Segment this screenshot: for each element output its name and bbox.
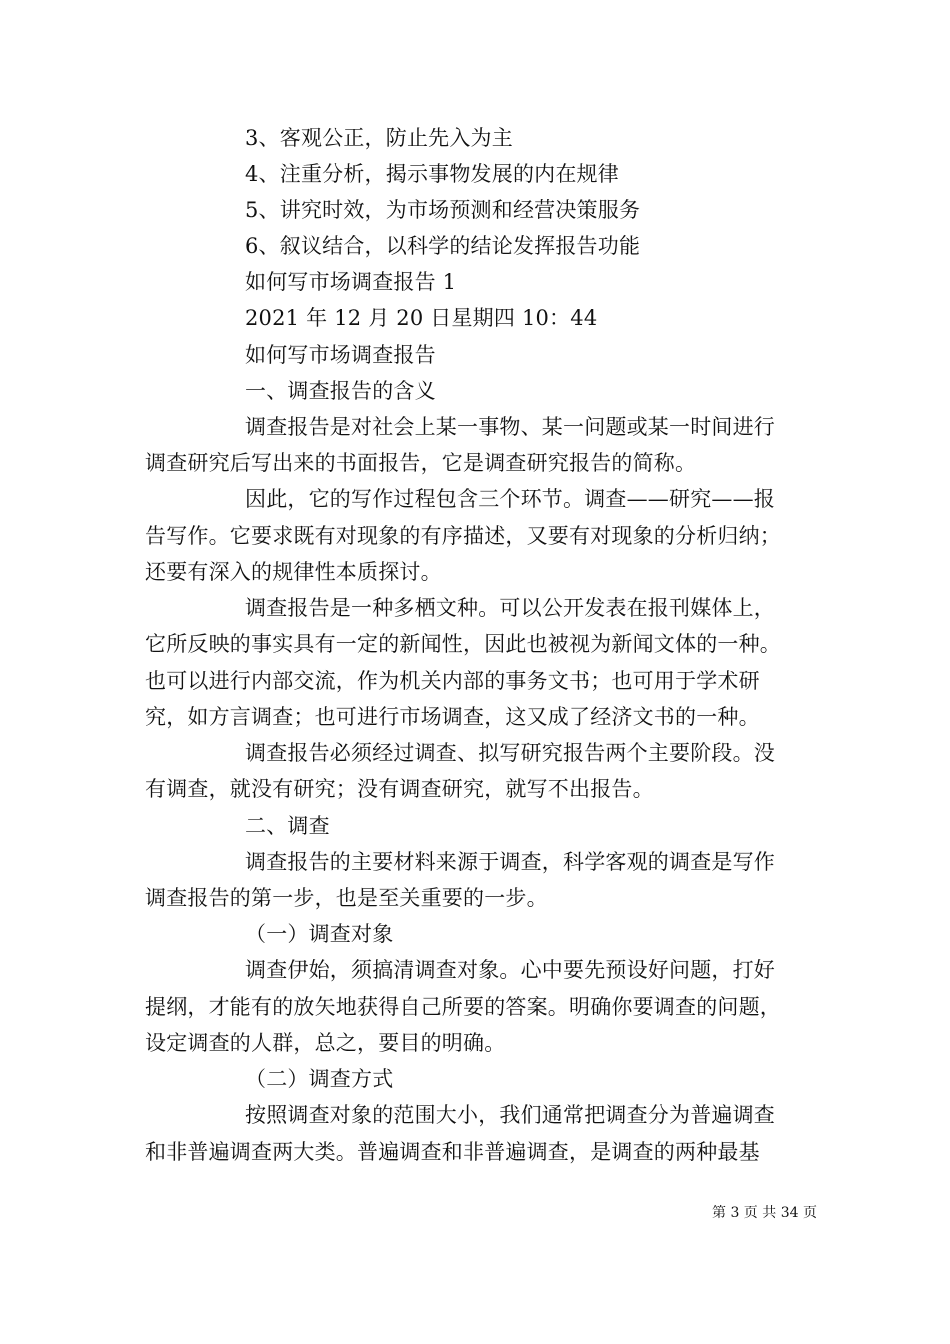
list-item: 6、叙议结合，以科学的结论发挥报告功能 xyxy=(245,234,641,258)
timestamp: 2021 年 12 月 20 日星期四 10：44 xyxy=(245,306,598,330)
paragraph-line: 它所反映的事实具有一定的新闻性，因此也被视为新闻文体的一种。 xyxy=(145,632,781,656)
list-item: 4、注重分析，揭示事物发展的内在规律 xyxy=(245,162,619,186)
paragraph-line: 告写作。它要求既有对现象的有序描述，又要有对现象的分析归纳； xyxy=(145,524,781,548)
subsection-heading: （二）调查方式 xyxy=(245,1067,394,1091)
section-heading: 一、调查报告的含义 xyxy=(245,379,436,403)
paragraph-line: 因此，它的写作过程包含三个环节。调查——研究——报 xyxy=(245,487,775,511)
paragraph-line: 调查报告必须经过调查、拟写研究报告两个主要阶段。没 xyxy=(245,741,775,765)
paragraph-line: 调查报告的第一步，也是至关重要的一步。 xyxy=(145,886,548,910)
section-heading: 二、调查 xyxy=(245,814,330,838)
paragraph-line: 也可以进行内部交流，作为机关内部的事务文书；也可用于学术研 xyxy=(145,669,760,693)
subsection-heading: （一）调查对象 xyxy=(245,922,394,946)
page-number: 第 3 页 共 34 页 xyxy=(712,1205,817,1221)
section-title: 如何写市场调查报告 1 xyxy=(245,270,457,294)
list-item: 3、客观公正，防止先入为主 xyxy=(245,126,513,150)
paragraph-line: 究，如方言调查；也可进行市场调查，这又成了经济文书的一种。 xyxy=(145,705,760,729)
paragraph-line: 和非普遍调查两大类。普遍调查和非普遍调查，是调查的两种最基 xyxy=(145,1140,760,1164)
paragraph-line: 按照调查对象的范围大小，我们通常把调查分为普遍调查 xyxy=(245,1103,775,1127)
document-title: 如何写市场调查报告 xyxy=(245,343,436,367)
paragraph-line: 调查报告的主要材料来源于调查，科学客观的调查是写作 xyxy=(245,850,775,874)
paragraph-line: 调查报告是对社会上某一事物、某一问题或某一时间进行 xyxy=(245,415,775,439)
paragraph-line: 调查研究后写出来的书面报告，它是调查研究报告的简称。 xyxy=(145,451,697,475)
paragraph-line: 设定调查的人群，总之，要目的明确。 xyxy=(145,1031,506,1055)
paragraph-line: 调查伊始，须搞清调查对象。心中要先预设好问题，打好 xyxy=(245,958,775,982)
list-item: 5、讲究时效，为市场预测和经营决策服务 xyxy=(245,198,641,222)
paragraph-line: 还要有深入的规律性本质探讨。 xyxy=(145,560,442,584)
paragraph-line: 有调查，就没有研究；没有调查研究，就写不出报告。 xyxy=(145,777,654,801)
paragraph-line: 提纲，才能有的放矢地获得自己所要的答案。明确你要调查的问题， xyxy=(145,995,781,1019)
paragraph-line: 调查报告是一种多栖文种。可以公开发表在报刊媒体上， xyxy=(245,596,775,620)
